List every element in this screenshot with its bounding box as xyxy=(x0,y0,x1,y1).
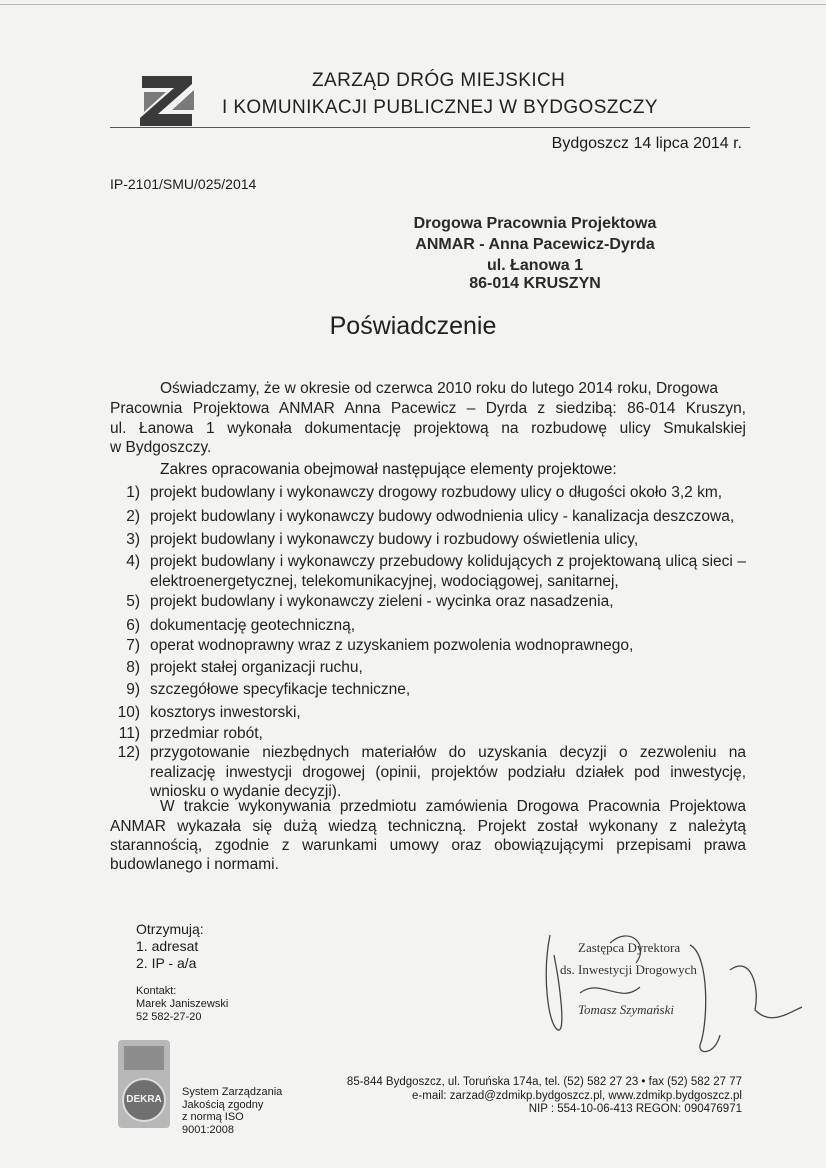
list-item xyxy=(110,592,746,612)
list-item-text: elektroenergetycznej, telekomunikacyjnej, wodociągowej, sanitarnej, xyxy=(150,572,619,590)
letter-date: Bydgoszcz 14 lipca 2014 r. xyxy=(551,135,742,152)
list-item-number: 5) xyxy=(126,593,140,610)
addressee-line: Drogowa Pracownia Projektowa xyxy=(413,215,657,232)
footer-line: 85-844 Bydgoszcz, ul. Toruńska 174a, tel. (52) 582 27 23 • fax (52) 582 27 77 xyxy=(346,1076,742,1088)
list-item-number: 4) xyxy=(126,553,140,570)
org-name-line1: ZARZĄD DRÓG MIEJSKICH xyxy=(312,70,566,91)
list-item-text: wniosku o wydanie decyzji). xyxy=(150,783,342,800)
contact-heading: Kontakt: xyxy=(136,985,177,997)
iso-line: System Zarządzania xyxy=(182,1086,283,1098)
handwritten-signature-icon xyxy=(540,915,810,1065)
signature-title-line1: Zastępca Dyrektora xyxy=(578,940,681,955)
list-item-number: 2) xyxy=(126,508,140,525)
signature-name: Tomasz Szymański xyxy=(578,1002,674,1017)
list-item xyxy=(110,483,746,503)
list-item xyxy=(110,743,746,802)
list-item-number: 3) xyxy=(126,531,140,548)
intro-line: Pracownia Projektowa ANMAR Anna Pacewicz – Dyrda z siedzibą: 86-014 Kruszyn, xyxy=(110,400,746,417)
list-item-number: 7) xyxy=(126,637,140,654)
list-item-text: projekt budowlany i wykonawczy przebudowy kolidujących z projektowaną ulicą sieci – xyxy=(150,553,746,570)
list-item-number: 12) xyxy=(117,744,140,761)
list-item xyxy=(110,552,746,591)
closing-line: W trakcie wykonywania przedmiotu zamówienia Drogowa Pracownia Projektowa xyxy=(160,798,746,815)
list-item xyxy=(110,530,746,550)
list-item xyxy=(110,616,746,636)
footer-address xyxy=(347,1076,742,1117)
dekra-label: DEKRA xyxy=(126,1094,162,1105)
iso-line: z normą ISO xyxy=(182,1111,244,1123)
addressee-line: ul. Łanowa 1 xyxy=(486,257,583,274)
list-item-text: kosztorys inwestorski, xyxy=(150,704,301,721)
scan-top-edge xyxy=(0,4,826,5)
signature-title-line2: ds. Inwestycji Drogowych xyxy=(560,962,697,977)
list-item-text: szczegółowe specyfikacje techniczne, xyxy=(150,681,411,698)
list-item xyxy=(110,703,746,723)
contact-block xyxy=(136,985,228,1024)
list-item-text: projekt budowlany i wykonawczy zieleni - wycinka oraz nasadzenia, xyxy=(150,593,614,610)
list-item xyxy=(110,636,746,656)
list-item-text: przedmiar robót, xyxy=(150,725,263,742)
iso-line: Jakością zgodny xyxy=(182,1098,264,1111)
list-item-number: 11) xyxy=(118,725,140,742)
org-name-line2: I KOMUNIKACJI PUBLICZNEJ W BYDGOSZCZY xyxy=(222,97,659,118)
contact-phone: 52 582-27-20 xyxy=(136,1011,202,1023)
footer-line: e-mail: zarzad@zdmikp.bydgoszcz.pl, www.zdmikp.bydgoszcz.pl xyxy=(412,1089,742,1102)
contact-name: Marek Janiszewski xyxy=(136,998,229,1010)
list-item-text: projekt budowlany i wykonawczy budowy odwodnienia ulicy - kanalizacja deszczowa, xyxy=(150,508,735,525)
closing-line: ANMAR wykazała się dużą wiedzą techniczną. Projekt został wykonany z należytą xyxy=(110,818,746,835)
addressee-line: 86-014 KRUSZYN xyxy=(469,275,601,292)
header-rule xyxy=(110,127,750,128)
list-item xyxy=(110,658,746,678)
list-item-number: 8) xyxy=(126,659,140,676)
scope-heading: Zakres opracowania obejmował następujące elementy projektowe: xyxy=(160,461,617,478)
certification-badge-header xyxy=(124,1046,164,1070)
list-item-text: realizację inwestycji drogowej (opinii, projektów podziału działek pod inwestycję, xyxy=(150,763,746,781)
recipients-block xyxy=(136,921,204,972)
list-item-text: operat wodnoprawny wraz z uzyskaniem pozwolenia wodnoprawnego, xyxy=(150,637,634,654)
iso-line: 9001:2008 xyxy=(182,1123,234,1136)
reference-number: IP-2101/SMU/025/2014 xyxy=(110,176,257,192)
list-item xyxy=(110,724,746,744)
intro-line: w Bydgoszczy. xyxy=(110,439,212,456)
iso-statement xyxy=(182,1086,282,1136)
closing-line: starannością, zgodnie z warunkami umowy oraz obowiązującymi przepisami prawa xyxy=(110,837,746,854)
list-item-number: 10) xyxy=(117,704,140,721)
zdmikp-z-logo-icon xyxy=(136,72,198,130)
intro-line: Oświadczamy, że w okresie od czerwca 2010 roku do lutego 2014 roku, Drogowa xyxy=(160,380,718,397)
list-item-text: dokumentację geotechniczną, xyxy=(150,617,356,634)
recipient-item: 1. adresat xyxy=(136,938,199,954)
list-item-text: projekt stałej organizacji ruchu, xyxy=(150,659,363,676)
list-item-text: projekt budowlany i wykonawczy drogowy rozbudowy ulicy o długości około 3,2 km, xyxy=(150,484,723,501)
footer-line: NIP : 554-10-06-413 REGON: 090476971 xyxy=(528,1103,742,1115)
list-item-number: 6) xyxy=(126,617,140,634)
recipients-heading: Otrzymują: xyxy=(136,921,204,937)
list-item-text: projekt budowlany i wykonawczy budowy i rozbudowy oświetlenia ulicy, xyxy=(150,531,639,548)
closing-line: budowlanego i normami. xyxy=(110,856,279,873)
list-item-number: 1) xyxy=(126,484,140,501)
recipient-item: 2. IP - a/a xyxy=(136,955,197,971)
list-item-number: 9) xyxy=(126,681,140,698)
list-item-text: przygotowanie niezbędnych materiałów do uzyskania decyzji o zezwoleniu na xyxy=(150,744,746,761)
addressee-line: ANMAR - Anna Pacewicz-Dyrda xyxy=(415,236,655,253)
document-title: Poświadczenie xyxy=(329,312,497,340)
list-item xyxy=(110,507,746,527)
intro-line: ul. Łanowa 1 wykonała dokumentację projektową na rozbudowę ulicy Smukalskiej xyxy=(110,420,746,437)
list-item xyxy=(110,680,746,700)
